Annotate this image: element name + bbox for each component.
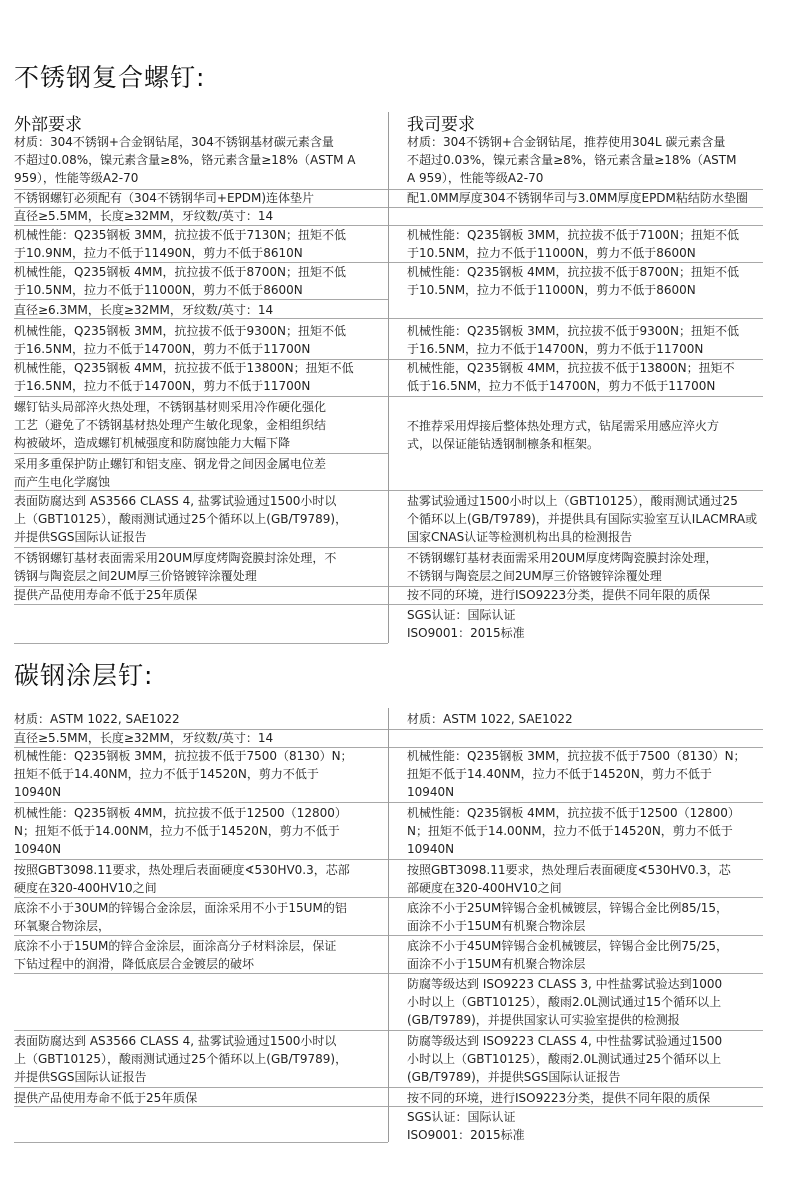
table-cell-right: 底涂不小于45UM锌锡合金机械镀层，锌锡合金比例75/25， 面涂不小于15UM有机聚合物涂层 xyxy=(407,939,728,971)
row-divider xyxy=(14,1087,388,1088)
row-divider xyxy=(14,802,388,803)
table-cell-right: 不锈钢螺钉基材表面需采用20UM厚度烤陶瓷膜封涂处理， 不锈钢与陶瓷层之间2UM厚三价铬镀锌涂覆处理 xyxy=(407,551,718,583)
table-cell-right: 配1.0MM厚度304不锈钢华司与3.0MM厚度EPDM粘结防水垫圈 xyxy=(407,191,748,205)
table-cell-right: 按照GBT3098.11要求，热处理后表面硬度∢530HV0.3，芯 部硬度在320-400HV10之间 xyxy=(407,863,731,895)
table-cell-left: 机械性能：Q235钢板 4MM，抗拉拔不低于12500（12800） N；扭矩不低于14.00NM，拉力不低于14520N，剪力不低于 10940N xyxy=(14,806,347,856)
row-divider xyxy=(14,973,388,974)
table-cell-right: 机械性能：Q235钢板 4MM，抗拉拔不低于8700N；扭矩不低 于10.5NM，拉力不低于11000N，剪力不低于8600N xyxy=(407,265,740,297)
table-cell-left: 提供产品使用寿命不低于25年质保 xyxy=(14,1091,198,1105)
row-divider xyxy=(14,1142,388,1143)
row-divider xyxy=(14,299,388,300)
row-divider xyxy=(14,604,388,605)
section2-column-divider xyxy=(388,708,389,1142)
row-divider xyxy=(14,643,388,644)
row-divider xyxy=(14,935,388,936)
row-divider xyxy=(389,897,763,898)
table-cell-left: 底涂不小于15UM的锌合金涂层，面涂高分子材料涂层，保证 下钻过程中的润滑，降低底层合金镀层的破坏 xyxy=(14,939,337,971)
table-cell-right: 防腐等级达到 ISO9223 CLASS 3, 中性盐雾试验达到1000 小时以上（GBT10125），酸雨2.0L测试通过15个循环以上 (GB/T9789)，并提供国家认可实验室提供的检测报 xyxy=(407,977,723,1027)
table-cell-right: 盐雾试验通过1500小时以上（GBT10125），酸雨测试通过25 个循环以上(GB/T9789)，并提供具有国际实验室互认ILACMRA或 国家CNAS认证等检测机构出具的检测报告 xyxy=(407,494,758,544)
table-cell-left: 螺钉钻头局部淬火热处理，不锈钢基材则采用冷作硬化强化 工艺（避免了不锈钢基材热处理产生敏化现象，金相组织结 构被破坏，造成螺钉机械强度和防腐蚀能力大幅下降 xyxy=(14,400,327,450)
table-cell-right: 防腐等级达到 ISO9223 CLASS 4, 中性盐雾试验通过1500 小时以上（GBT10125），酸雨2.0L测试通过25个循环以上 (GB/T9789)，并提供SGS国际认证报告 xyxy=(407,1034,723,1084)
table-cell-right: 机械性能：Q235钢板 3MM，抗拉拔不低于7100N；扭矩不低 于10.5NM，拉力不低于11000N，剪力不低于8600N xyxy=(407,228,740,260)
table-cell-left: 不锈钢螺钉基材表面需采用20UM厚度烤陶瓷膜封涂处理，不 锈钢与陶瓷层之间2UM厚三价铬镀锌涂覆处理 xyxy=(14,551,337,583)
table-cell-left: 直径≥5.5MM，长度≥32MM，牙纹数/英寸：14 xyxy=(14,731,274,745)
table-cell-left: 机械性能，Q235钢板 4MM，抗拉拔不低于13800N；扭矩不低 于16.5NM，拉力不低于14700N，剪力不低于11700N xyxy=(14,361,354,393)
table-cell-left: 机械性能，Q235钢板 3MM，抗拉拔不低于9300N；扭矩不低 于16.5NM，拉力不低于14700N，剪力不低于11700N xyxy=(14,324,347,356)
table-cell-left: 提供产品使用寿命不低于25年质保 xyxy=(14,588,198,602)
table-cell-left: 材质：304不锈钢+合金钢钻尾，304不锈钢基材碳元素含量 不超过0.08%，镍元素含量≥8%，铬元素含量≥18%（ASTM A 959），性能等级A2-70 xyxy=(14,135,356,185)
table-cell-right: 材质：304不锈钢+合金钢钻尾，推荐使用304L 碳元素含量 不超过0.03%，镍元素含量≥8%，铬元素含量≥18%（ASTM A 959），性能等级A2-70 xyxy=(407,135,737,185)
row-divider xyxy=(14,859,388,860)
row-divider xyxy=(389,490,763,491)
row-divider xyxy=(389,802,763,803)
row-divider xyxy=(389,396,763,397)
row-divider xyxy=(389,973,763,974)
row-divider xyxy=(389,207,763,208)
row-divider xyxy=(14,396,388,397)
table-cell-right: 按不同的环境，进行ISO9223分类，提供不同年限的质保 xyxy=(407,1091,711,1105)
table-cell-right: 机械性能：Q235钢板 3MM，抗拉拔不低于9300N；扭矩不低 于16.5NM，拉力不低于14700N，剪力不低于11700N xyxy=(407,324,740,356)
table-cell-right: SGS认证：国际认证 ISO9001：2015标准 xyxy=(407,608,525,640)
table-cell-right: 机械性能，Q235钢板 4MM，抗拉拔不低于13800N；扭矩不 低于16.5NM，拉力不低于14700N，剪力不低于11700N xyxy=(407,361,735,393)
table-cell-left: 机械性能：Q235钢板 3MM，抗拉拔不低于7130N；扭矩不低 于10.9NM，拉力不低于11490N，剪力不低于8610N xyxy=(14,228,347,260)
table-cell-left: 按照GBT3098.11要求，热处理后表面硬度∢530HV0.3，芯部 硬度在320-400HV10之间 xyxy=(14,863,350,895)
table-cell-right: 机械性能：Q235钢板 3MM，抗拉拔不低于7500（8130）N； 扭矩不低于14.40NM，拉力不低于14520N，剪力不低于 10940N xyxy=(407,749,746,799)
row-divider xyxy=(14,1030,388,1031)
table-cell-left: 底涂不小于30UM的锌锡合金涂层，面涂采用不小于15UM的铝 环氧聚合物涂层， xyxy=(14,901,347,933)
row-divider xyxy=(389,604,763,605)
table-cell-right: 底涂不小于25UM锌锡合金机械镀层，锌锡合金比例85/15， 面涂不小于15UM有机聚合物涂层 xyxy=(407,901,728,933)
row-divider xyxy=(389,318,763,319)
row-divider xyxy=(14,453,388,454)
table-cell-right: 机械性能：Q235钢板 4MM，抗拉拔不低于12500（12800） N；扭矩不低于14.00NM，拉力不低于14520N，剪力不低于 10940N xyxy=(407,806,740,856)
row-divider xyxy=(389,729,763,730)
table-cell-right: 不推荐采用焊接后整体热处理方式，钻尾需采用感应淬火方 式，以保证能钻透钢制檩条和框架。 xyxy=(407,419,720,451)
row-divider xyxy=(14,547,388,548)
table-cell-right: 材质：ASTM 1022, SAE1022 xyxy=(407,712,573,726)
table-cell-left: 不锈钢螺钉必须配有（304不锈钢华司+EPDM)连体垫片 xyxy=(14,191,315,205)
row-divider xyxy=(389,547,763,548)
table-cell-right: 按不同的环境，进行ISO9223分类，提供不同年限的质保 xyxy=(407,588,711,602)
row-divider xyxy=(389,859,763,860)
row-divider xyxy=(14,897,388,898)
table-cell-left: 材质：ASTM 1022, SAE1022 xyxy=(14,712,180,726)
table-cell-left: 采用多重保护防止螺钉和铝支座、钢龙骨之间因金属电位差 而产生电化学腐蚀 xyxy=(14,457,327,489)
section2-title: 碳钢涂层钉: xyxy=(14,661,154,690)
table-cell-left: 直径≥6.3MM，长度≥32MM，牙纹数/英寸：14 xyxy=(14,303,274,317)
row-divider xyxy=(389,1087,763,1088)
table-cell-left: 表面防腐达到 AS3566 CLASS 4, 盐雾试验通过1500小时以 上（GBT10125），酸雨测试通过25个循环以上(GB/T9789)， 并提供SGS国际认证报告 xyxy=(14,494,348,544)
table-cell-left: 表面防腐达到 AS3566 CLASS 4, 盐雾试验通过1500小时以 上（GBT10125），酸雨测试通过25个循环以上(GB/T9789)， 并提供SGS国际认证报告 xyxy=(14,1034,348,1084)
table-cell-left: 机械性能，Q235钢板 4MM，抗拉拔不低于8700N；扭矩不低 于10.5NM，拉力不低于11000N，剪力不低于8600N xyxy=(14,265,347,297)
section1-left-header: 外部要求 xyxy=(14,115,82,135)
table-cell-right: SGS认证：国际认证 ISO9001：2015标准 xyxy=(407,1110,525,1142)
table-cell-left: 直径≥5.5MM，长度≥32MM，牙纹数/英寸：14 xyxy=(14,209,274,223)
section1-right-header: 我司要求 xyxy=(407,115,475,135)
section1-column-divider xyxy=(388,112,389,643)
row-divider xyxy=(389,935,763,936)
row-divider xyxy=(389,1030,763,1031)
table-cell-left: 机械性能：Q235钢板 3MM，抗拉拔不低于7500（8130）N； 扭矩不低于14.40NM，拉力不低于14520N，剪力不低于 10940N xyxy=(14,749,353,799)
section1-title: 不锈钢复合螺钉: xyxy=(14,63,206,92)
